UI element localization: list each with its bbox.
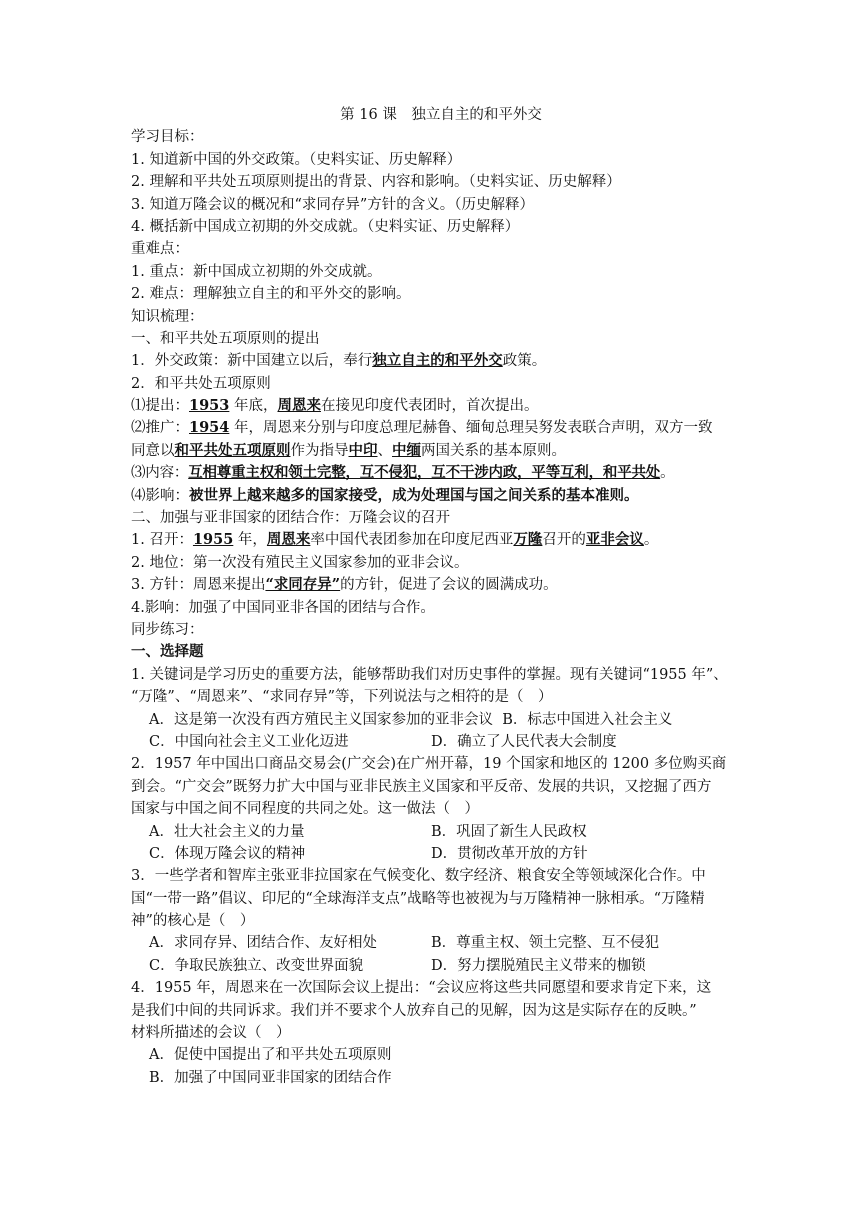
knowledge-line: 3. 方针：周恩来提出“求同存异”的方针，促进了会议的圆满成功。 (131, 576, 558, 594)
question-stem: 2．1957 年中国出口商品交易会(广交会)在广州开幕，19 个国家和地区的 1200 多位购买商 (131, 756, 727, 773)
knowledge-heading: 知识梳理： (131, 308, 204, 325)
key-term: 万隆 (513, 531, 543, 549)
question-stem: “万隆”、“周恩来”、“求同存异”等，下列说法与之相符的是（ ） (131, 689, 553, 706)
option: D．确立了人民代表大会制度 (431, 733, 617, 750)
knowledge-line: 1. 召开：1955 年，周恩来率中国代表团参加在印度尼西亚万隆召开的亚非会议。 (131, 531, 659, 549)
goal-item: 2. 理解和平共处五项原则提出的背景、内容和影响。（史料实证、历史解释） (131, 174, 621, 191)
option-row (131, 955, 731, 977)
key-term: “求同存异” (265, 576, 341, 594)
knowledge-line: ⑷影响：被世界上越来越多的国家接受，成为处理国与国之间关系的基本准则。 (131, 486, 639, 504)
option: B．标志中国进入社会主义 (502, 711, 673, 728)
question-stem: 4．1955 年，周恩来在一次国际会议上提出：“会议应将这些共同愿望和要求肯定下来，这 (131, 980, 712, 997)
knowledge-line: 2．和平共处五项原则 (131, 375, 271, 392)
key-term: 被世界上越来越多的国家接受，成为处理国与国之间关系的基本准则。 (189, 486, 639, 504)
option: B．巩固了新生人民政权 (431, 823, 587, 840)
goal-item: 1. 知道新中国的外交政策。（史料实证、历史解释） (131, 151, 462, 168)
key-term: 独立自主的和平外交 (372, 352, 503, 370)
option-row (131, 709, 731, 731)
option: D．贯彻改革开放的方针 (431, 845, 588, 862)
option: C．体现万隆会议的精神 (149, 845, 306, 862)
question-stem: 到会。“广交会”既努力扩大中国与亚非民族主义国家和平反帝、发展的共识，又挖掘了西方 (131, 778, 712, 795)
key-term: 中缅 (392, 441, 421, 459)
option: A．壮大社会主义的力量 (149, 823, 305, 840)
key-term: 1955 (192, 531, 234, 549)
document-body (131, 104, 731, 1089)
knowledge-line: 2. 地位：第一次没有殖民主义国家参加的亚非会议。 (131, 554, 469, 571)
question-stem: 神”的核心是（ ） (131, 913, 255, 930)
section-heading: 二、加强与亚非国家的团结合作：万隆会议的召开 (131, 510, 450, 527)
knowledge-line: 同意以和平共处五项原则作为指导中印、中缅两国关系的基本原则。 (131, 441, 566, 459)
option: D．努力摆脱殖民主义带来的枷锁 (431, 957, 646, 974)
question-stem: 是我们中间的共同诉求。我们并不要求个人放弃自己的见解，因为这是实际存在的反映。” (131, 1002, 697, 1019)
goal-item: 4. 概括新中国成立初期的外交成就。（史料实证、历史解释） (131, 218, 520, 235)
key-point-item: 1. 重点：新中国成立初期的外交成就。 (131, 263, 382, 280)
key-term: 1954 (189, 419, 230, 437)
option: A．促使中国提出了和平共处五项原则 (149, 1047, 392, 1064)
option: B．加强了中国同亚非国家的团结合作 (149, 1069, 392, 1086)
option-row (131, 932, 731, 954)
practice-heading: 同步练习： (131, 621, 204, 638)
key-term: 周恩来 (277, 397, 321, 415)
knowledge-line: 4.影响：加强了中国同亚非各国的团结与合作。 (131, 599, 435, 616)
key-term: 1953 (189, 397, 230, 415)
option-row (131, 843, 731, 865)
goal-item: 3. 知道万隆会议的概况和“求同存异”方针的含义。（历史解释） (131, 196, 535, 213)
question-stem: 材料所描述的会议（ ） (131, 1025, 291, 1042)
option: B．尊重主权、领土完整、互不侵犯 (431, 935, 660, 952)
key-term: 和平共处五项原则 (174, 441, 291, 459)
knowledge-line: ⑴提出：1953 年底，周恩来在接见印度代表团时，首次提出。 (131, 397, 539, 415)
question-stem: 国“一带一路”倡议、印尼的“全球海洋支点”战略等也被视为与万隆精神一脉相承。“万隆精 (131, 890, 705, 907)
option-row (131, 731, 731, 753)
knowledge-line: ⑵推广：1954 年，周恩来分别与印度总理尼赫鲁、缅甸总理吴努发表联合声明，双方一致 (131, 419, 713, 437)
question-stem: 3．一些学者和智库主张亚非拉国家在气候变化、数字经济、粮食安全等领域深化合作。中 (131, 868, 706, 885)
key-term: 互相尊重主权和领土完整，互不侵犯，互不干涉内政，平等互利，和平共处 (188, 464, 661, 482)
key-point-item: 2. 难点：理解独立自主的和平外交的影响。 (131, 286, 411, 303)
practice-section: 一、选择题 (131, 643, 204, 661)
key-term: 周恩来 (266, 531, 311, 549)
question-stem: 1. 关键词是学习历史的重要方法，能够帮助我们对历史事件的掌握。现有关键词“1955 年”、 (131, 666, 728, 683)
question-stem: 国家与中国之间不同程度的共同之处。这一做法（ ） (131, 801, 479, 818)
option: A．求同存异、团结合作、友好相处 (149, 935, 377, 952)
lesson-title: 第 16 课 独立自主的和平外交 (340, 107, 542, 123)
option: C．中国向社会主义工业化迈进 (149, 733, 349, 750)
key-term: 亚非会议 (585, 531, 644, 549)
option: C．争取民族独立、改变世界面貌 (149, 957, 364, 974)
key-term: 中印 (348, 441, 378, 459)
key-points-heading: 重难点： (131, 241, 189, 258)
option-row (131, 821, 731, 843)
section-heading: 一、和平共处五项原则的提出 (131, 330, 320, 347)
knowledge-line: 1．外交政策：新中国建立以后，奉行独立自主的和平外交政策。 (131, 352, 547, 370)
knowledge-line: ⑶内容：互相尊重主权和领土完整，互不侵犯，互不干涉内政，平等互利，和平共处。 (131, 464, 675, 482)
goals-heading: 学习目标： (131, 129, 204, 146)
option: A．这是第一次没有西方殖民主义国家参加的亚非会议 (149, 711, 493, 728)
